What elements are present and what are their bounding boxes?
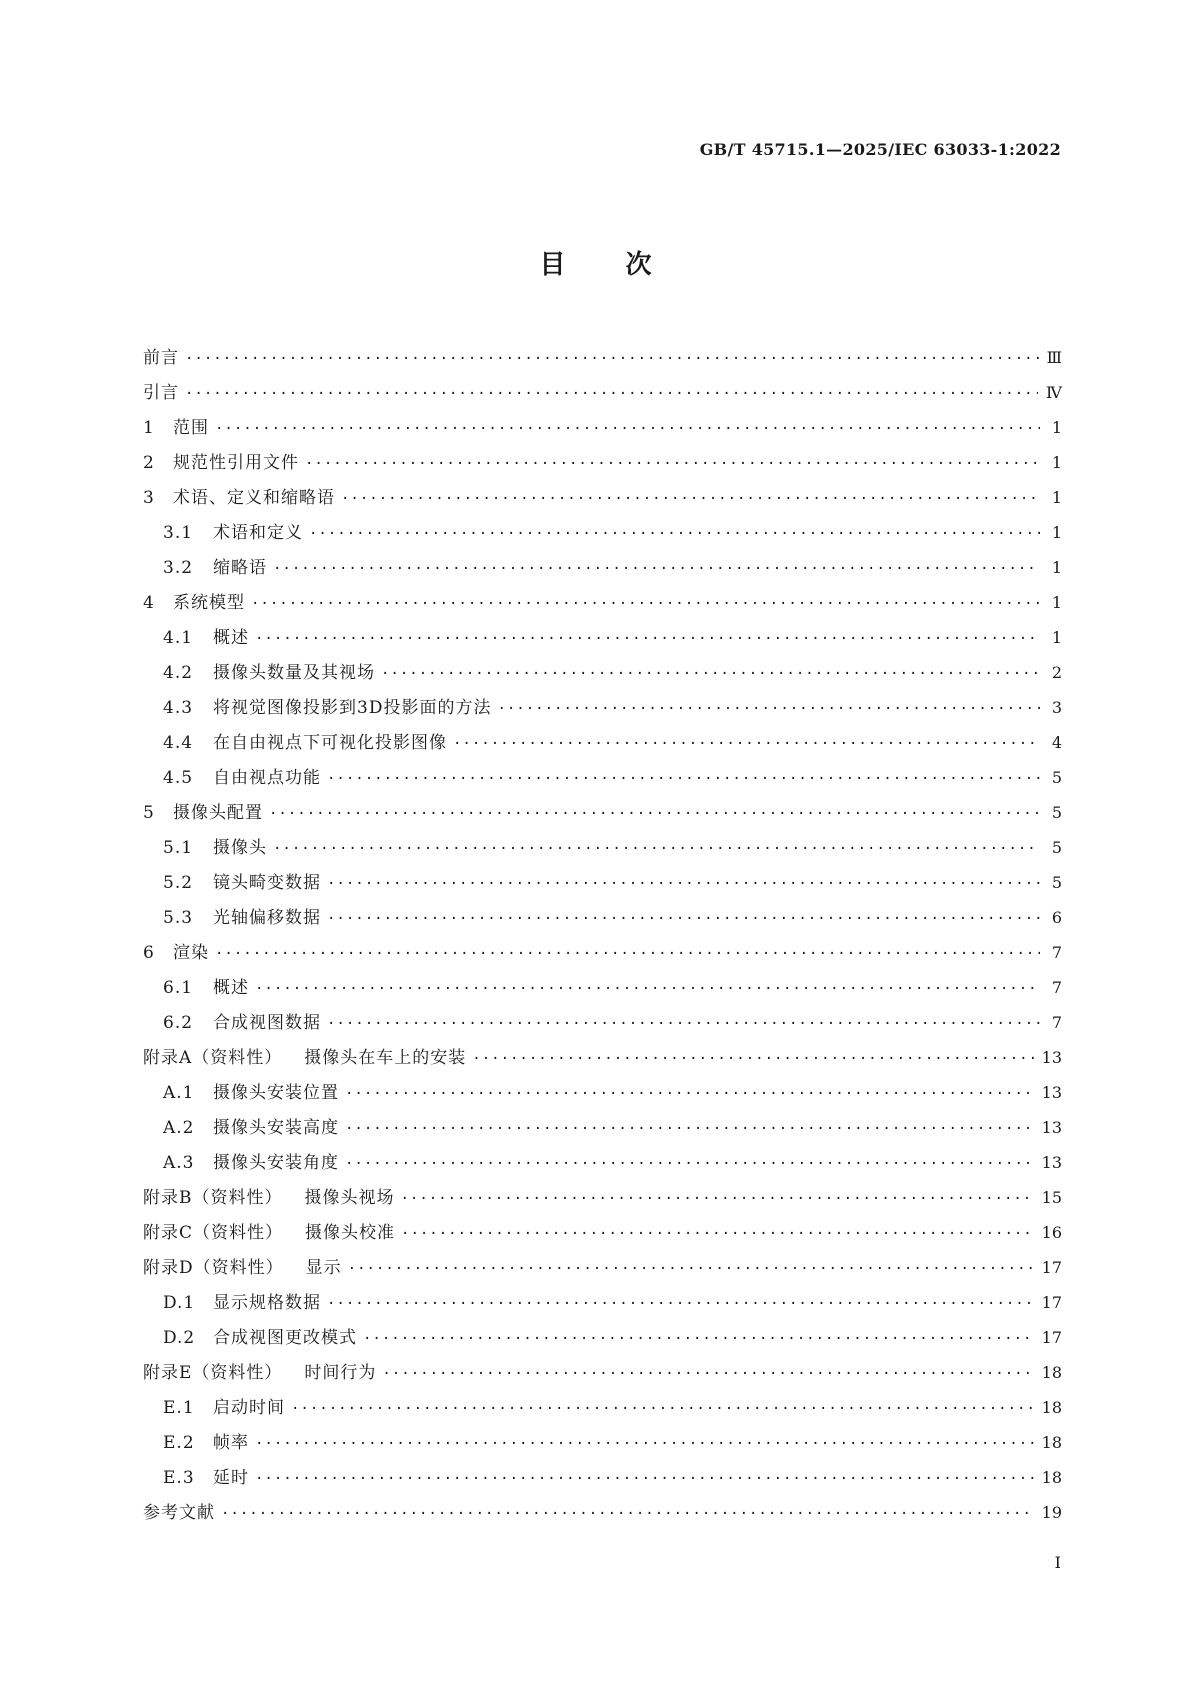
toc-entry-page: 5	[1051, 803, 1062, 822]
toc-dot-leader	[305, 447, 1040, 482]
toc-entry-title: 显示规格数据	[213, 1293, 321, 1313]
toc-dot-leader	[327, 762, 1040, 797]
toc-dot-leader	[345, 1077, 1034, 1112]
toc-entry-label	[143, 936, 215, 971]
toc-entry-number: E.2	[163, 1433, 195, 1453]
toc-entry-page: 19	[1041, 1503, 1062, 1522]
toc-entry-title: 摄像头数量及其视场	[213, 663, 375, 683]
toc-entry-number: 3	[143, 488, 155, 508]
toc-entry-page: 16	[1041, 1223, 1062, 1242]
toc-entry-label	[143, 341, 185, 376]
toc-entry[interactable]	[143, 585, 1062, 620]
toc-dot-leader	[273, 552, 1040, 587]
toc-entry-title: 参考文献	[143, 1503, 215, 1523]
toc-entry[interactable]	[143, 550, 1062, 585]
toc-entry[interactable]	[143, 725, 1062, 760]
toc-entry-title: 镜头畸变数据	[213, 873, 321, 893]
toc-entry-label	[163, 656, 381, 691]
toc-entry-label	[163, 866, 327, 901]
toc-entry[interactable]	[143, 760, 1062, 795]
toc-entry-title: 摄像头校准	[305, 1223, 396, 1243]
toc-entry-title: 摄像头安装高度	[213, 1118, 339, 1138]
toc-entry-page: 18	[1041, 1363, 1062, 1382]
toc-dot-leader	[327, 867, 1040, 902]
toc-dot-leader	[251, 587, 1040, 622]
toc-entry-label	[143, 1181, 401, 1216]
toc-entry-title: 术语、定义和缩略语	[173, 488, 335, 508]
toc-entry-title: 自由视点功能	[213, 768, 321, 788]
toc-entry-number: 4.3	[163, 698, 194, 718]
toc-entry-page: 7	[1051, 943, 1062, 962]
toc-entry-number: 附录B（资料性）	[143, 1188, 283, 1208]
toc-entry[interactable]	[143, 1425, 1062, 1460]
toc-dot-leader	[185, 377, 1038, 412]
toc-entry-page: 4	[1051, 733, 1062, 752]
toc-dot-leader	[345, 1112, 1034, 1147]
toc-entry-number: E.3	[163, 1468, 195, 1488]
toc-entry-label	[163, 1146, 345, 1181]
toc-entry-label	[163, 1006, 327, 1041]
toc-entry-page: 15	[1041, 1188, 1062, 1207]
toc-entry-label	[163, 726, 453, 761]
toc-dot-leader	[363, 1322, 1034, 1357]
toc-entry-number: 2	[143, 453, 155, 473]
toc-entry[interactable]	[143, 1145, 1062, 1180]
toc-entry-title: 前言	[143, 348, 179, 368]
toc-entry[interactable]	[143, 865, 1062, 900]
toc-entry-number: 附录E（资料性）	[143, 1363, 283, 1383]
toc-dot-leader	[472, 1042, 1033, 1077]
toc-dot-leader	[497, 692, 1040, 727]
toc-dot-leader	[401, 1182, 1034, 1217]
toc-dot-leader	[382, 1357, 1033, 1392]
toc-entry-label	[163, 621, 255, 656]
toc-entry-number: 附录D（资料性）	[143, 1258, 284, 1278]
toc-dot-leader	[327, 902, 1040, 937]
toc-entry-page: 13	[1041, 1118, 1062, 1137]
toc-entry-page: 2	[1051, 663, 1062, 682]
toc-entry-number: 6	[143, 943, 155, 963]
toc-entry-title: 延时	[213, 1468, 249, 1488]
toc-entry-label	[163, 516, 309, 551]
toc-entry[interactable]	[143, 1390, 1062, 1425]
toc-entry-title: 合成视图数据	[213, 1013, 321, 1033]
toc-entry-label	[163, 1461, 255, 1496]
toc-entry[interactable]	[143, 1355, 1062, 1390]
toc-entry-page: 1	[1051, 523, 1062, 542]
toc-entry-title: 帧率	[213, 1433, 249, 1453]
toc-entry-title: 显示	[305, 1258, 342, 1278]
toc-entry-number: 5.2	[163, 873, 194, 893]
toc-dot-leader	[345, 1147, 1034, 1182]
toc-entry-page: Ⅳ	[1046, 383, 1062, 402]
toc-entry-label	[143, 376, 185, 411]
toc-entry[interactable]	[143, 1075, 1062, 1110]
toc-entry-number: A.2	[163, 1118, 195, 1138]
standard-code: GB/T 45715.1—2025/IEC 63033-1:2022	[699, 140, 1061, 159]
toc-entry[interactable]	[143, 1250, 1062, 1285]
toc-entry-number: E.1	[163, 1398, 195, 1418]
toc-entry-label	[143, 446, 305, 481]
toc-entry[interactable]	[143, 375, 1062, 410]
toc-dot-leader	[215, 937, 1040, 972]
toc-entry[interactable]	[143, 1005, 1062, 1040]
toc-entry-number: 1	[143, 418, 155, 438]
toc-entry-page: 6	[1051, 908, 1062, 927]
toc-entry-label	[163, 971, 255, 1006]
toc-dot-leader	[348, 1252, 1034, 1287]
toc-entry-number: 附录A（资料性）	[143, 1048, 283, 1068]
toc-entry-page: 18	[1041, 1398, 1062, 1417]
toc-entry-page: 3	[1051, 698, 1062, 717]
toc-entry-page: 5	[1051, 838, 1062, 857]
toc-entry-title: 时间行为	[304, 1363, 377, 1383]
toc-entry[interactable]	[143, 515, 1062, 550]
toc-entry-label	[143, 1356, 382, 1391]
toc-dot-leader	[381, 657, 1040, 692]
toc-dot-leader	[255, 1427, 1034, 1462]
toc-entry-number: A.1	[163, 1083, 195, 1103]
toc-entry[interactable]	[143, 1460, 1062, 1495]
table-of-contents	[143, 340, 1062, 1530]
toc-entry-title: 摄像头配置	[173, 803, 263, 823]
toc-entry-page: 1	[1051, 593, 1062, 612]
toc-entry-number: 4.5	[163, 768, 194, 788]
toc-entry-page: 18	[1041, 1468, 1062, 1487]
toc-entry-label	[163, 761, 327, 796]
page-title: 目次	[539, 250, 712, 280]
toc-entry[interactable]	[143, 830, 1062, 865]
toc-entry-page: 5	[1051, 873, 1062, 892]
toc-entry-page: Ⅲ	[1046, 348, 1062, 367]
toc-entry-title: 将视觉图像投影到3D投影面的方法	[213, 698, 492, 718]
toc-entry-page: 13	[1041, 1083, 1062, 1102]
toc-entry-title: 系统模型	[173, 593, 245, 613]
toc-entry-label	[163, 1391, 291, 1426]
toc-entry-label	[143, 411, 215, 446]
toc-entry-title: 渲染	[173, 943, 209, 963]
toc-entry-number: 3.2	[163, 558, 194, 578]
toc-entry-title: 摄像头安装位置	[213, 1083, 339, 1103]
toc-dot-leader	[221, 1497, 1034, 1532]
toc-entry-number: 3.1	[163, 523, 194, 543]
toc-entry[interactable]	[143, 1320, 1062, 1355]
toc-entry[interactable]	[143, 445, 1062, 480]
toc-dot-leader	[255, 972, 1040, 1007]
toc-entry[interactable]	[143, 410, 1062, 445]
toc-entry[interactable]	[143, 620, 1062, 655]
toc-entry-title: 概述	[213, 978, 249, 998]
toc-entry-label	[163, 1076, 345, 1111]
toc-entry-title: 摄像头视场	[304, 1188, 395, 1208]
toc-entry-label	[163, 1286, 327, 1321]
toc-entry-title: 启动时间	[213, 1398, 285, 1418]
toc-entry-page: 5	[1051, 768, 1062, 787]
toc-entry-number: D.1	[163, 1293, 196, 1313]
toc-dot-leader	[327, 1007, 1040, 1042]
toc-entry[interactable]	[143, 900, 1062, 935]
toc-entry-title: 合成视图更改模式	[213, 1328, 357, 1348]
toc-entry-page: 13	[1041, 1048, 1062, 1067]
toc-entry-label	[163, 1111, 345, 1146]
toc-entry-page: 13	[1041, 1153, 1062, 1172]
toc-dot-leader	[309, 517, 1040, 552]
toc-entry-page: 1	[1051, 453, 1062, 472]
toc-entry-title: 范围	[173, 418, 209, 438]
toc-entry-title: 引言	[143, 383, 179, 403]
toc-entry-number: 4.1	[163, 628, 194, 648]
toc-entry-page: 1	[1051, 418, 1062, 437]
toc-entry-page: 17	[1041, 1328, 1062, 1347]
toc-entry-page: 17	[1041, 1258, 1062, 1277]
toc-entry-page: 17	[1041, 1293, 1062, 1312]
toc-entry-number: 附录C（资料性）	[143, 1223, 284, 1243]
toc-entry-title: 缩略语	[213, 558, 267, 578]
toc-entry-number: D.2	[163, 1328, 196, 1348]
toc-dot-leader	[215, 412, 1040, 447]
toc-entry-page: 1	[1051, 488, 1062, 507]
toc-entry[interactable]	[143, 480, 1062, 515]
toc-entry[interactable]	[143, 655, 1062, 690]
toc-entry-label	[163, 1426, 255, 1461]
toc-entry-number: 6.2	[163, 1013, 194, 1033]
footer-page-number: I	[1054, 1553, 1061, 1572]
toc-entry[interactable]	[143, 1285, 1062, 1320]
toc-entry-title: 术语和定义	[213, 523, 303, 543]
toc-entry-label	[143, 1496, 221, 1531]
toc-entry[interactable]	[143, 970, 1062, 1005]
toc-entry-title: 光轴偏移数据	[213, 908, 321, 928]
toc-entry-label	[163, 691, 497, 726]
toc-entry-label	[163, 831, 273, 866]
toc-entry-title: 摄像头	[213, 838, 267, 858]
toc-entry-number: 4.2	[163, 663, 194, 683]
toc-entry-page: 7	[1051, 1013, 1062, 1032]
toc-entry[interactable]	[143, 935, 1062, 970]
toc-entry-label	[143, 1216, 401, 1251]
toc-entry[interactable]	[143, 1215, 1062, 1250]
toc-dot-leader	[185, 342, 1039, 377]
toc-entry[interactable]	[143, 1040, 1062, 1075]
toc-dot-leader	[401, 1217, 1034, 1252]
toc-entry-number: 5.3	[163, 908, 194, 928]
toc-entry-title: 在自由视点下可视化投影图像	[213, 733, 447, 753]
toc-entry-page: 1	[1051, 628, 1062, 647]
toc-entry-number: 5	[143, 803, 155, 823]
toc-entry-number: 4	[143, 593, 155, 613]
toc-entry-number: 5.1	[163, 838, 194, 858]
toc-entry[interactable]	[143, 690, 1062, 725]
toc-entry-label	[143, 481, 341, 516]
toc-entry[interactable]	[143, 1110, 1062, 1145]
toc-entry-page: 18	[1041, 1433, 1062, 1452]
toc-entry-label	[163, 901, 327, 936]
toc-entry-label	[143, 586, 251, 621]
toc-entry-title: 概述	[213, 628, 249, 648]
toc-dot-leader	[255, 622, 1040, 657]
toc-dot-leader	[269, 797, 1040, 832]
toc-entry-label	[143, 1041, 472, 1076]
toc-entry-number: 4.4	[163, 733, 194, 753]
toc-entry-label	[163, 1321, 363, 1356]
toc-entry[interactable]	[143, 1180, 1062, 1215]
toc-dot-leader	[255, 1462, 1034, 1497]
toc-entry-number: A.3	[163, 1153, 195, 1173]
toc-dot-leader	[341, 482, 1040, 517]
toc-entry-page: 1	[1051, 558, 1062, 577]
toc-entry-label	[163, 551, 273, 586]
toc-entry[interactable]	[143, 1495, 1062, 1530]
toc-entry-title: 摄像头在车上的安装	[304, 1048, 467, 1068]
toc-entry[interactable]	[143, 795, 1062, 830]
toc-entry-label	[143, 796, 269, 831]
toc-entry-number: 6.1	[163, 978, 194, 998]
toc-dot-leader	[273, 832, 1040, 867]
toc-dot-leader	[291, 1392, 1034, 1427]
toc-entry[interactable]	[143, 340, 1062, 375]
toc-entry-label	[143, 1251, 348, 1286]
toc-entry-title: 规范性引用文件	[173, 453, 299, 473]
toc-entry-page: 7	[1051, 978, 1062, 997]
toc-dot-leader	[453, 727, 1040, 762]
toc-dot-leader	[327, 1287, 1034, 1322]
toc-entry-title: 摄像头安装角度	[213, 1153, 339, 1173]
